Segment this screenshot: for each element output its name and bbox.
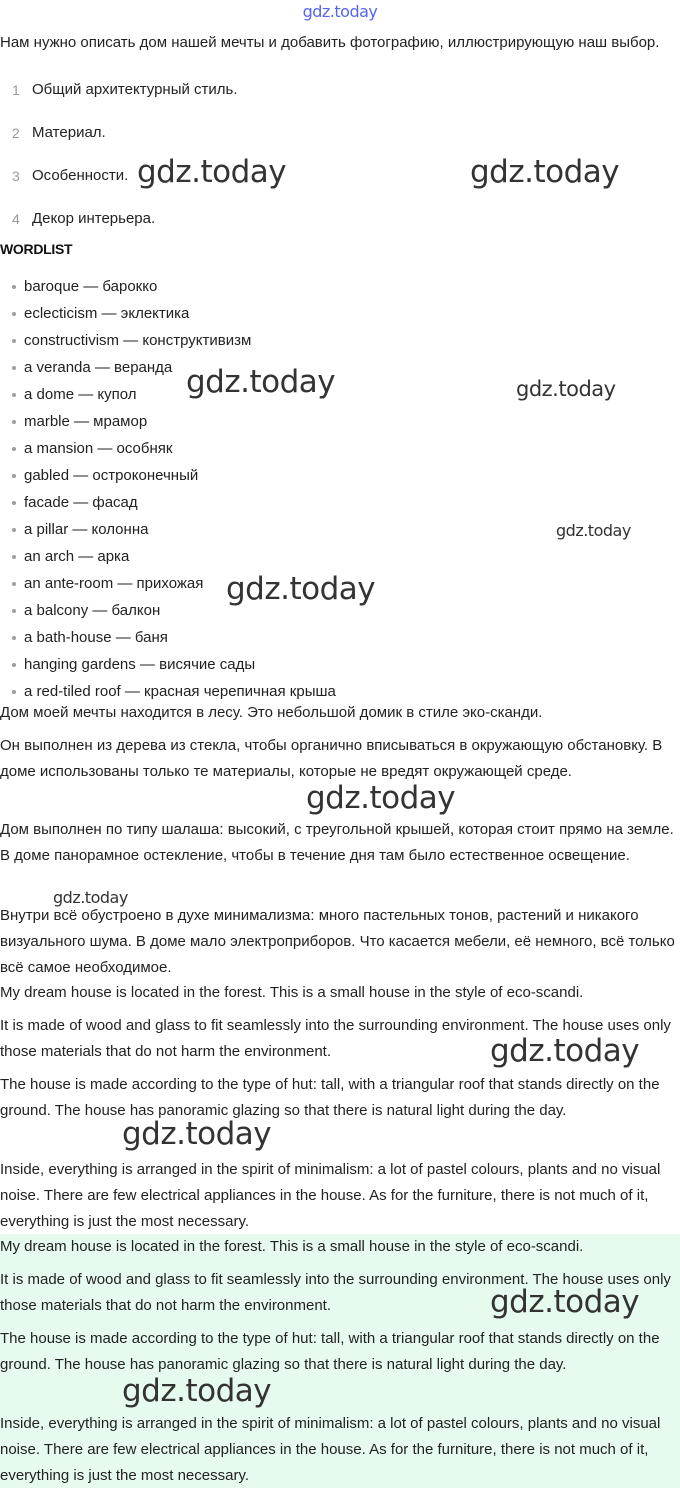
bullet-icon bbox=[12, 447, 16, 451]
watermark: gdz.today bbox=[516, 377, 616, 401]
russian-paragraph: Внутри всё обустроено в духе минимализма: много пастельных тонов, растений и никакого визуального шума. В доме мало электроприборов. Что касается мебели, её немного, всё только всё самое необходимое. bbox=[0, 907, 675, 976]
watermark: gdz.today bbox=[122, 1116, 272, 1152]
wordlist-heading: WORDLIST bbox=[0, 241, 73, 257]
answer-paragraph: My dream house is located in the forest. This is a small house in the style of eco-scandi. bbox=[0, 1238, 584, 1255]
bullet-icon bbox=[12, 528, 16, 532]
bullet-icon bbox=[12, 501, 16, 505]
task-number: 2 bbox=[12, 125, 20, 141]
answer-paragraph: Inside, everything is arranged in the spirit of minimalism: a lot of pastel colours, plants and no visual noise. There are few electrical appliances in the house. As for the furniture, there is not much of it, everything is just the most necessary. bbox=[0, 1415, 661, 1484]
bullet-icon bbox=[12, 582, 16, 586]
wordlist-entry: an arch — арка bbox=[24, 548, 130, 565]
english-paragraph: The house is made according to the type of hut: tall, with a triangular roof that stands directly on the ground. The house has panoramic glazing so that there is natural light during the day. bbox=[0, 1076, 660, 1119]
wordlist-entry: gabled — остроконечный bbox=[24, 467, 199, 484]
watermark: gdz.today bbox=[137, 154, 287, 190]
bullet-icon bbox=[12, 663, 16, 667]
answer-paragraph: It is made of wood and glass to fit seamlessly into the surrounding environment. The house uses only those materials that do not harm the environment. bbox=[0, 1271, 671, 1314]
bullet-icon bbox=[12, 339, 16, 343]
bullet-icon bbox=[12, 312, 16, 316]
intro-text: Нам нужно описать дом нашей мечты и добавить фотографию, иллюстрирующую наш выбор. bbox=[0, 34, 660, 51]
russian-paragraph: Он выполнен из дерева из стекла, чтобы органично вписываться в окружающую обстановку. В доме использованы только те материалы, которые не вредят окружающей среде. bbox=[0, 737, 663, 780]
english-paragraph: My dream house is located in the forest. This is a small house in the style of eco-scandi. bbox=[0, 984, 584, 1001]
watermark: gdz.today bbox=[490, 1033, 640, 1069]
wordlist-entry: a dome — купол bbox=[24, 386, 137, 403]
watermark: gdz.today bbox=[306, 780, 456, 816]
bullet-icon bbox=[12, 393, 16, 397]
bullet-icon bbox=[12, 609, 16, 613]
russian-paragraph: Дом моей мечты находится в лесу. Это небольшой домик в стиле эко-сканди. bbox=[0, 704, 543, 721]
watermark: gdz.today bbox=[470, 154, 620, 190]
wordlist-entry: facade — фасад bbox=[24, 494, 138, 511]
watermark: gdz.today bbox=[186, 364, 336, 400]
watermark: gdz.today bbox=[490, 1284, 640, 1320]
answer-paragraph: The house is made according to the type of hut: tall, with a triangular roof that stands directly on the ground. The house has panoramic glazing so that there is natural light during the day. bbox=[0, 1330, 660, 1373]
bullet-icon bbox=[12, 555, 16, 559]
bullet-icon bbox=[12, 474, 16, 478]
task-number: 3 bbox=[12, 168, 20, 184]
task-number: 1 bbox=[12, 82, 20, 98]
english-paragraph: It is made of wood and glass to fit seamlessly into the surrounding environment. The house uses only those materials that do not harm the environment. bbox=[0, 1017, 671, 1060]
wordlist-entry: baroque — барокко bbox=[24, 278, 158, 295]
wordlist-entry: hanging gardens — висячие сады bbox=[24, 656, 256, 673]
watermark: gdz.today bbox=[53, 888, 128, 907]
wordlist-entry: a balcony — балкон bbox=[24, 602, 161, 619]
wordlist-entry: constructivism — конструктивизм bbox=[24, 332, 252, 349]
russian-paragraph: Дом выполнен по типу шалаша: высокий, с треугольной крышей, которая стоит прямо на земле. В доме панорамное остекление, чтобы в течение дня там было естественное освещение. bbox=[0, 821, 674, 864]
wordlist-entry: a veranda — веранда bbox=[24, 359, 173, 376]
wordlist-entry: a bath-house — баня bbox=[24, 629, 168, 646]
bullet-icon bbox=[12, 690, 16, 694]
site-header-logo[interactable]: gdz.today bbox=[302, 2, 378, 21]
wordlist-entry: a mansion — особняк bbox=[24, 440, 173, 457]
bullet-icon bbox=[12, 366, 16, 370]
bullet-icon bbox=[12, 636, 16, 640]
task-text: Материал. bbox=[32, 124, 106, 141]
task-text: Особенности. bbox=[32, 167, 129, 184]
watermark: gdz.today bbox=[556, 521, 631, 540]
wordlist-entry: an ante-room — прихожая bbox=[24, 575, 204, 592]
wordlist-entry: a red-tiled roof — красная черепичная крыша bbox=[24, 683, 336, 700]
wordlist-entry: a pillar — колонна bbox=[24, 521, 149, 538]
task-number: 4 bbox=[12, 211, 20, 227]
english-paragraph: Inside, everything is arranged in the spirit of minimalism: a lot of pastel colours, plants and no visual noise. There are few electrical appliances in the house. As for the furniture, there is not much of it, everything is just the most necessary. bbox=[0, 1161, 661, 1230]
task-text: Общий архитектурный стиль. bbox=[32, 81, 238, 98]
wordlist-entry: marble — мрамор bbox=[24, 413, 148, 430]
wordlist-entry: eclecticism — эклектика bbox=[24, 305, 190, 322]
bullet-icon bbox=[12, 285, 16, 289]
watermark: gdz.today bbox=[226, 571, 376, 607]
bullet-icon bbox=[12, 420, 16, 424]
watermark: gdz.today bbox=[122, 1373, 272, 1409]
task-text: Декор интерьера. bbox=[32, 210, 156, 227]
